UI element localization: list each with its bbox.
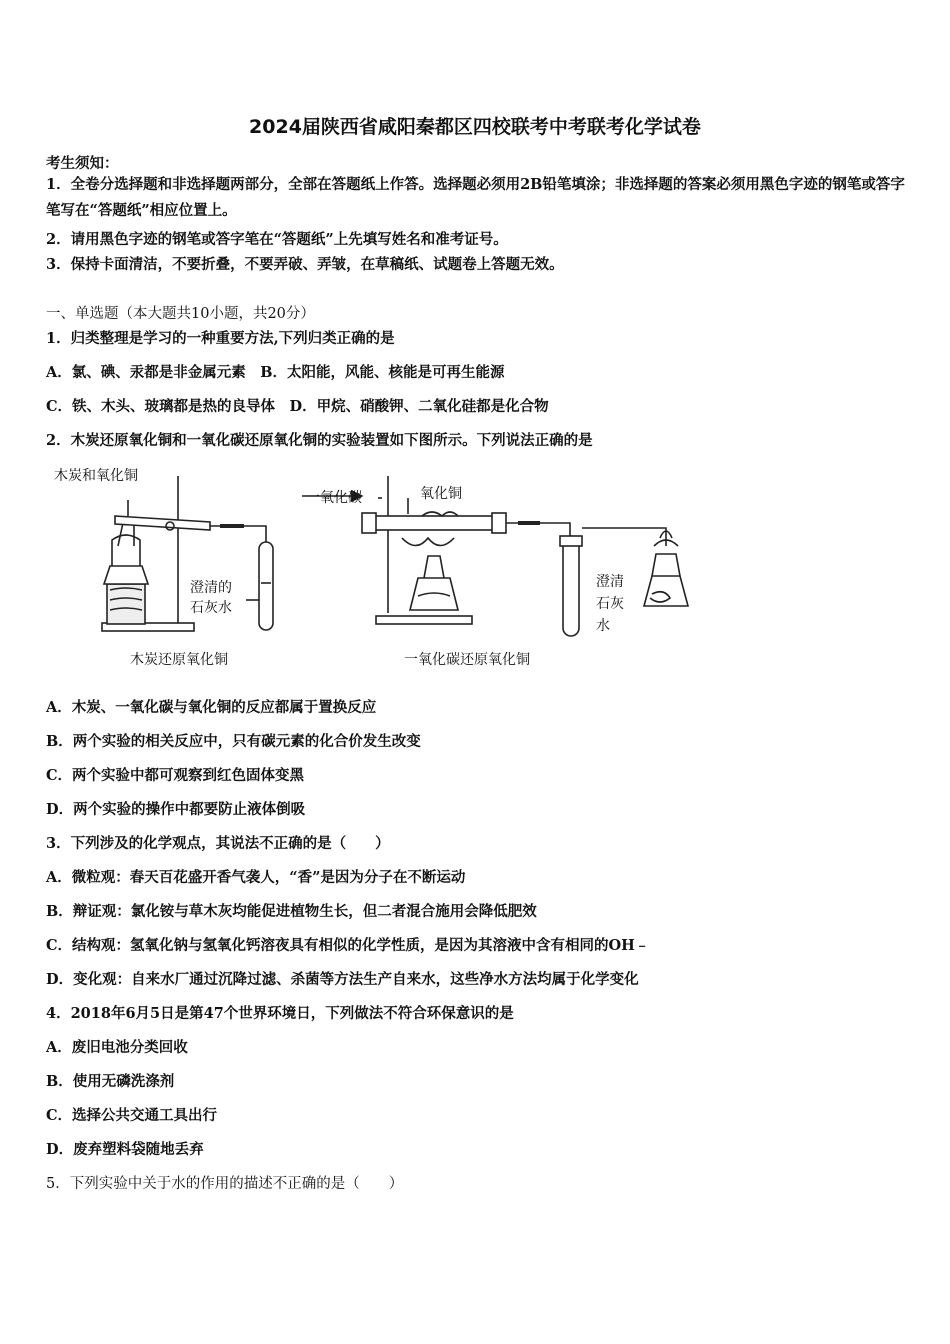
label-cuo: 氧化铜 [420, 486, 462, 502]
page-title: 2024届陕西省咸阳秦都区四校联考中考联考化学试卷 [249, 116, 701, 138]
q3-option-c: C．结构观：氢氧化钠与氢氧化钙溶夜具有相似的化学性质，是因为其溶液中含有相同的OH﹣ [46, 937, 650, 954]
q4-option-b: B．使用无磷洗涤剂 [46, 1073, 175, 1090]
q1-stem: 1．归类整理是学习的一种重要方法,下列归类正确的是 [46, 330, 395, 347]
charcoal-apparatus [102, 476, 273, 631]
caption-charcoal: 木炭还原氧化铜 [130, 652, 228, 668]
label-co: 一氧化碳 [306, 490, 362, 506]
section-heading: 一、单选题（本大题共10小题，共20分） [46, 306, 315, 322]
label-limewater-2a: 澄清 [596, 574, 624, 590]
notice-item-2: 2．请用黑色字迹的钢笔或答字笔在“答题纸”上先填写姓名和准考证号。 [46, 231, 508, 248]
q4-option-d: D．废弃塑料袋随地丢弃 [46, 1141, 204, 1158]
q4-option-a: A．废旧电池分类回收 [46, 1039, 188, 1056]
q2-option-b: B．两个实验的相关反应中，只有碳元素的化合价发生改变 [46, 733, 421, 750]
q2-stem: 2．木炭还原氧化铜和一氧化碳还原氧化铜的实验装置如下图所示。下列说法正确的是 [46, 432, 593, 449]
q2-option-a: A．木炭、一氧化碳与氧化铜的反应都属于置换反应 [46, 699, 377, 716]
q4-option-c: C．选择公共交通工具出行 [46, 1107, 218, 1124]
q5-stem: 5．下列实验中关于水的作用的描述不正确的是（ ） [46, 1176, 404, 1192]
q2-apparatus-figure [40, 458, 740, 678]
q1-options-row-1: A．氯、碘、汞都是非金属元素 B．太阳能，风能、核能是可再生能源 [46, 364, 505, 381]
caption-co: 一氧化碳还原氧化铜 [404, 652, 530, 668]
label-limewater-2c: 水 [596, 618, 610, 634]
label-charcoal-cuo: 木炭和氧化铜 [54, 468, 138, 484]
q2-option-c: C．两个实验中都可观察到红色固体变黑 [46, 767, 305, 784]
label-limewater-1a: 澄清的 [190, 580, 232, 596]
q4-stem: 4．2018年6月5日是第47个世界环境日，下列做法不符合环保意识的是 [46, 1005, 514, 1022]
label-limewater-1b: 石灰水 [190, 600, 232, 616]
q3-option-d: D．变化观：自来水厂通过沉降过滤、杀菌等方法生产自来水，这些净水方法均属于化学变化 [46, 971, 639, 988]
q3-option-b: B．辩证观：氯化铵与草木灰均能促进植物生长，但二者混合施用会降低肥效 [46, 903, 537, 920]
notice-item-1: 1．全卷分选择题和非选择题两部分，全部在答题纸上作答。选择题必须用2B铅笔填涂；非选择题的答案必须用黑色字迹的钢笔或答字笔写在“答题纸”相应位置上。 [46, 176, 905, 219]
label-limewater-2b: 石灰 [596, 596, 624, 612]
q3-stem: 3．下列涉及的化学观点，其说法不正确的是（ ） [46, 835, 390, 852]
q2-option-d: D．两个实验的操作中都要防止液体倒吸 [46, 801, 306, 818]
q1-options-row-2: C．铁、木头、玻璃都是热的良导体 D．甲烷、硝酸钾、二氧化硅都是化合物 [46, 398, 549, 415]
q3-option-a: A．微粒观：春天百花盛开香气袭人，“香”是因为分子在不断运动 [46, 869, 466, 886]
notice-heading: 考生须知： [46, 155, 119, 172]
notice-item-3: 3．保持卡面清洁，不要折叠，不要弄破、弄皱，在草稿纸、试题卷上答题无效。 [46, 256, 564, 273]
